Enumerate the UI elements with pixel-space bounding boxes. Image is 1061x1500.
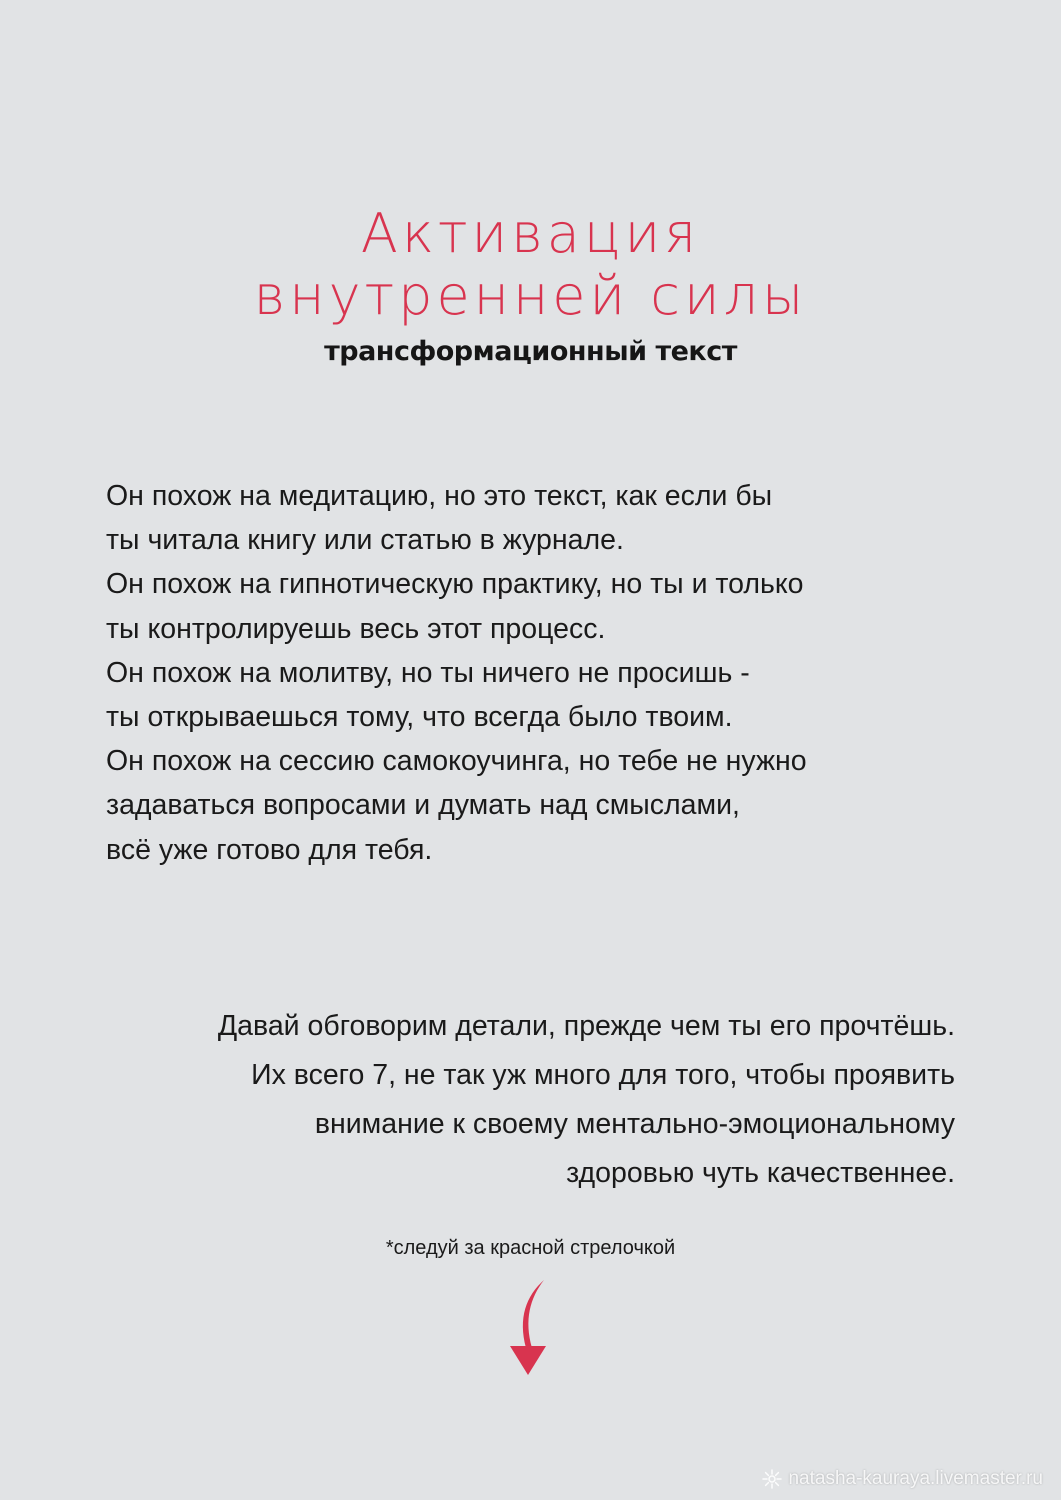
intro-line: ты открываешься тому, что всегда было твоим.	[106, 701, 733, 734]
title-line-1: Активация	[360, 202, 701, 265]
intro-line: ты контролируешь весь этот процесс.	[106, 612, 606, 645]
intro-line: Он похож на молитву, но ты ничего не просишь -	[106, 656, 750, 689]
watermark-text: natasha-kauraya.livemaster.ru	[788, 1468, 1043, 1489]
title-line-2: внутренней силы	[253, 264, 808, 327]
follow-arrow-note: *следуй за красной стрелочкой	[385, 1237, 676, 1259]
intro-line: Он похож на гипнотическую практику, но ты и только	[106, 568, 804, 601]
details-line: внимание к своему ментально-эмоциональному	[314, 1108, 955, 1140]
red-curved-arrow-down-icon	[500, 1278, 556, 1378]
details-line: Давай обговорим детали, прежде чем ты его прочтёшь.	[217, 1010, 955, 1042]
subtitle: трансформационный текст	[324, 336, 737, 367]
details-line: Их всего 7, не так уж много для того, чтобы проявить	[251, 1059, 955, 1091]
intro-line: Он похож на сессию самокоучинга, но тебе не нужно	[106, 745, 807, 778]
details-paragraph	[75, 1002, 955, 1198]
livemaster-logo-icon	[762, 1469, 782, 1489]
intro-line: всё уже готово для тебя.	[106, 833, 433, 866]
details-line: здоровью чуть качественнее.	[566, 1157, 955, 1189]
intro-line: ты читала книгу или статью в журнале.	[106, 524, 624, 557]
intro-paragraph	[106, 474, 986, 872]
title-block	[0, 203, 1061, 369]
watermark	[762, 1468, 1043, 1490]
intro-line: Он похож на медитацию, но это текст, как если бы	[106, 480, 773, 512]
intro-line: задаваться вопросами и думать над смыслами,	[106, 789, 740, 822]
